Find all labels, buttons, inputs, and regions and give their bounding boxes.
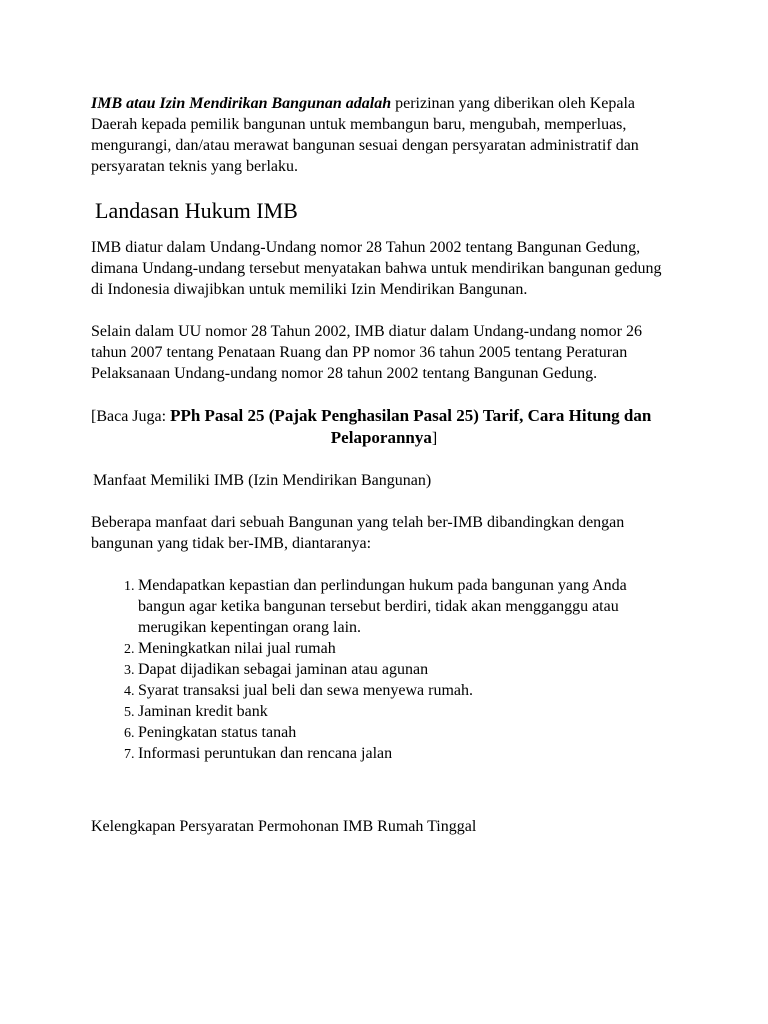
list-item: 5. Jaminan kredit bank	[138, 701, 677, 722]
baca-juga-prefix: [Baca Juga:	[91, 408, 171, 425]
list-item: 7. Informasi peruntukan dan rencana jalan	[138, 743, 677, 764]
landasan-paragraph-1: IMB diatur dalam Undang-Undang nomor 28 Tahun 2002 tentang Bangunan Gedung, dimana Undang-undang tersebut menyatakan bahwa untuk mendirikan bangunan gedung di Indonesia diwajibkan untuk memiliki Izin Mendirikan Bangunan.	[91, 239, 662, 298]
intro-term: IMB atau Izin Mendirikan Bangunan adalah	[91, 95, 392, 112]
intro-paragraph	[91, 0, 677, 177]
heading-manfaat: Manfaat Memiliki IMB (Izin Mendirikan Bangunan)	[93, 472, 432, 489]
heading-landasan-hukum: Landasan Hukum IMB	[95, 198, 298, 223]
heading-kelengkapan: Kelengkapan Persyaratan Permohonan IMB Rumah Tinggal	[91, 818, 477, 835]
list-item: 1. Mendapatkan kepastian dan perlindungan hukum pada bangunan yang Anda bangun agar ketika bangunan tersebut berdiri, tidak akan mengganggu atau merugikan kepentingan orang lain.	[138, 575, 677, 638]
baca-juga-link-line1[interactable]: PPh Pasal 25 (Pajak Penghasilan Pasal 25) Tarif, Cara Hitung dan	[170, 406, 652, 425]
intro-text: perizinan yang diberikan oleh Kepala Daerah kepada pemilik bangunan untuk membangun baru, mengubah, memperluas, mengurangi, dan/atau merawat bangunan sesuai dengan persyaratan administratif dan persyaratan teknis yang berlaku.	[91, 95, 639, 175]
list-item: 2. Meningkatkan nilai jual rumah	[138, 638, 677, 659]
baca-juga-link-line2[interactable]: Pelaporannya	[330, 428, 432, 447]
baca-juga-suffix: ]	[431, 430, 438, 447]
baca-juga	[91, 405, 677, 449]
manfaat-intro: Beberapa manfaat dari sebuah Bangunan yang telah ber-IMB dibandingkan dengan bangunan yang tidak ber-IMB, diantaranya:	[91, 514, 625, 552]
manfaat-list	[91, 575, 677, 764]
landasan-paragraph-2: Selain dalam UU nomor 28 Tahun 2002, IMB diatur dalam Undang-undang nomor 26 tahun 2007 tentang Penataan Ruang dan PP nomor 36 tahun 2005 tentang Peraturan Pelaksanaan Undang-undang nomor 28 tahun 2002 tentang Bangunan Gedung.	[91, 323, 642, 382]
list-item: 6. Peningkatan status tanah	[138, 722, 677, 743]
list-item: 4. Syarat transaksi jual beli dan sewa menyewa rumah.	[138, 680, 677, 701]
list-item: 3. Dapat dijadikan sebagai jaminan atau agunan	[138, 659, 677, 680]
